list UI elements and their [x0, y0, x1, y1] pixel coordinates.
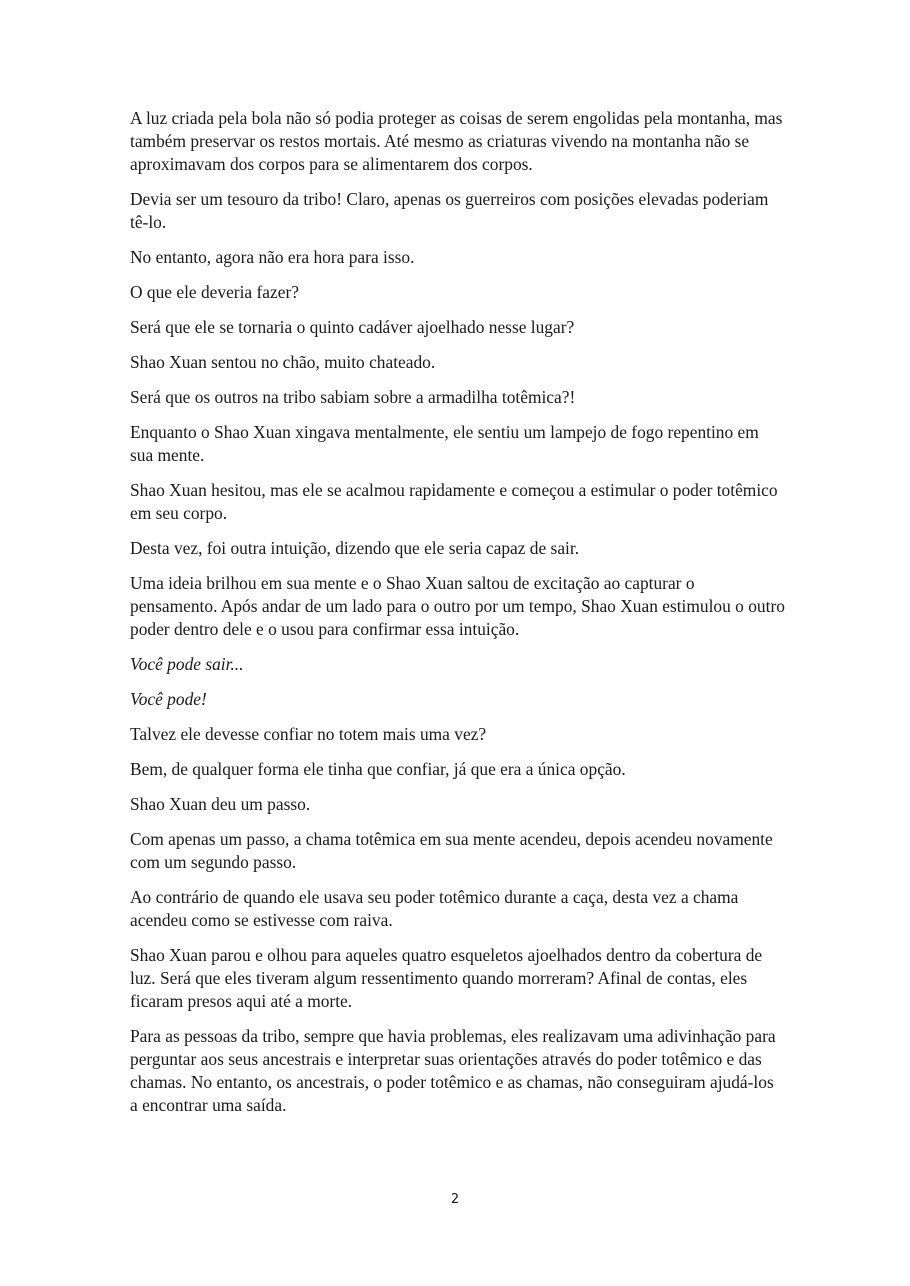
- paragraph-14: Talvez ele devesse confiar no totem mais uma vez?: [130, 724, 487, 744]
- paragraph-18: Ao contrário de quando ele usava seu poder totêmico durante a caça, desta vez a chama acendeu como se estivesse com raiva.: [130, 887, 739, 930]
- paragraph-17: Com apenas um passo, a chama totêmica em sua mente acendeu, depois acendeu novamente com um segundo passo.: [130, 829, 773, 872]
- paragraph-15: Bem, de qualquer forma ele tinha que confiar, já que era a única opção.: [130, 759, 626, 779]
- paragraph-2: Devia ser um tesouro da tribo! Claro, apenas os guerreiros com posições elevadas poderiam tê-lo.: [130, 189, 769, 232]
- paragraph-8: Enquanto o Shao Xuan xingava mentalmente, ele sentiu um lampejo de fogo repentino em sua mente.: [130, 422, 759, 465]
- paragraph-12-italic: Você pode sair...: [130, 654, 244, 674]
- page-number: 2: [450, 1192, 460, 1207]
- paragraph-13-italic: Você pode!: [130, 689, 207, 709]
- paragraph-10: Desta vez, foi outra intuição, dizendo que ele seria capaz de sair.: [130, 538, 580, 558]
- paragraph-9: Shao Xuan hesitou, mas ele se acalmou rapidamente e começou a estimular o poder totêmico em seu corpo.: [130, 480, 778, 523]
- paragraph-6: Shao Xuan sentou no chão, muito chateado.: [130, 352, 436, 372]
- paragraph-19: Shao Xuan parou e olhou para aqueles quatro esqueletos ajoelhados dentro da cobertura de luz. Será que eles tiveram algum ressentimento quando morreram? Afinal de contas, eles ficaram presos aqui até a morte.: [130, 945, 763, 1011]
- paragraph-3: No entanto, agora não era hora para isso.: [130, 247, 415, 267]
- paragraph-11: Uma ideia brilhou em sua mente e o Shao Xuan saltou de excitação ao capturar o pensamento. Após andar de um lado para o outro por um tempo, Shao Xuan estimulou o outro poder dentro dele e o usou para confirmar essa intuição.: [130, 573, 785, 639]
- paragraph-16: Shao Xuan deu um passo.: [130, 794, 311, 814]
- paragraph-5: Será que ele se tornaria o quinto cadáver ajoelhado nesse lugar?: [130, 317, 575, 337]
- paragraph-1: A luz criada pela bola não só podia proteger as coisas de serem engolidas pela montanha, mas também preservar os restos mortais. Até mesmo as criaturas vivendo na montanha não se aproximavam dos corpos para se alimentarem dos corpos.: [130, 108, 783, 174]
- paragraph-20: Para as pessoas da tribo, sempre que havia problemas, eles realizavam uma adivinhação para perguntar aos seus ancestrais e interpretar suas orientações através do poder totêmico e das chamas. No entanto, os ancestrais, o poder totêmico e as chamas, não conseguiram ajudá-los a encontrar uma saída.: [130, 1026, 776, 1115]
- paragraph-4: O que ele deveria fazer?: [130, 282, 299, 302]
- document-body: [130, 107, 785, 1129]
- paragraph-7: Será que os outros na tribo sabiam sobre a armadilha totêmica?!: [130, 387, 576, 407]
